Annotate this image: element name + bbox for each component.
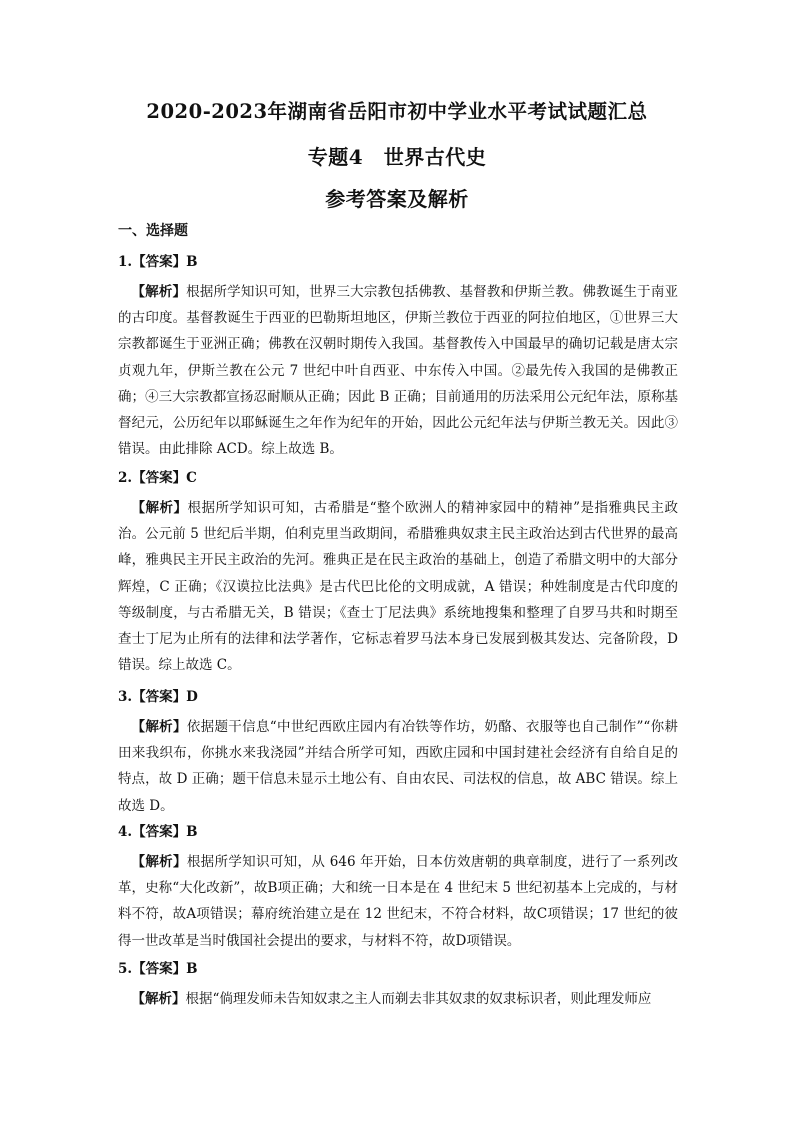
document-title: 2020-2023年湖南省岳阳市初中学业水平考试试题汇总 <box>146 100 648 123</box>
explanation-tag: 【解析】 <box>131 284 187 300</box>
answer-line: 2.【答案】C <box>118 470 197 486</box>
explanation-tag: 【解析】 <box>131 854 187 870</box>
explanation-tag: 【解析】 <box>131 500 188 516</box>
explanation-text: 根据所学知识可知，古希腊是“整个欧洲人的精神家园中的精神”是指雅典民主政治。公元前 5 世纪后半期，伯利克里当政期间，希腊雅典奴隶主民主政治达到古代世界的最高峰，雅典民主开民主政治的先河。雅典正是在民主政治的基础上，创造了希腊文明中的大部分辉煌，C 正确；《汉谟拉比法典》是古代巴比伦的文明成就，A 错误；种姓制度是古代印度的等级制度，与古希腊无关，B 错误；《查士丁尼法典》系统地搜集和整理了自罗马共和时期至查士丁尼为止所有的法律和法学著作，它标志着罗马法本身已发展到极其发达、完备阶段，D 错误。综上故选 C。 <box>118 500 679 674</box>
explanation-paragraph <box>118 849 678 954</box>
document-subtitle: 专题4 世界古代史 <box>307 145 487 169</box>
document-heading: 参考答案及解析 <box>325 187 469 211</box>
question-block <box>118 686 678 819</box>
section-heading: 一、选择题 <box>118 223 188 239</box>
question-block <box>118 251 678 462</box>
explanation-tag: 【解析】 <box>131 991 186 1007</box>
explanation-text: 根据“倘理发师未告知奴隶之主人而剃去非其奴隶的奴隶标识者，则此理发师应 <box>185 991 652 1007</box>
explanation-tag: 【解析】 <box>131 719 187 735</box>
explanation-paragraph <box>118 986 678 1012</box>
explanation-paragraph <box>118 279 678 462</box>
explanation-text: 依据题干信息“中世纪西欧庄园内有冶铁等作坊，奶酪、衣服等也自己制作”“你耕田来我织布，你挑水来我浇园”并结合所学可知，西欧庄园和中国封建社会经济有自给自足的特点，故 D 正确；题干信息未显示土地公有、自由农民、司法权的信息，故 ABC 错误。综上故选 D。 <box>118 719 678 814</box>
answer-line: 3.【答案】D <box>118 689 198 705</box>
question-block <box>118 467 678 678</box>
explanation-text: 根据所学知识可知，从 646 年开始，日本仿效唐朝的典章制度，进行了一系列改革，史称“大化改新”，故B项正确；大和统一日本是在 4 世纪末 5 世纪初基本上完成的，与材料不符，故A项错误；幕府统治建立是在 12 世纪末，不符合材料，故C项错误；17 世纪的彼得一世改革是当时俄国社会提出的要求，与材料不符，故D项错误。 <box>118 854 679 949</box>
answer-line: 4.【答案】B <box>118 824 198 840</box>
answer-line: 1.【答案】B <box>118 254 198 270</box>
explanation-paragraph <box>118 714 678 819</box>
explanation-paragraph <box>118 495 678 678</box>
answer-line: 5.【答案】B <box>118 961 198 977</box>
explanation-text: 根据所学知识可知，世界三大宗教包括佛教、基督教和伊斯兰教。佛教诞生于南亚的古印度。基督教诞生于西亚的巴勒斯坦地区，伊斯兰教位于西亚的阿拉伯地区，①世界三大宗教都诞生于亚洲正确；佛教在汉朝时期传入我国。基督教传入中国最早的确切记载是唐太宗贞观九年，伊斯兰教在公元 7 世纪中叶自西亚、中东传入中国。②最先传入我国的是佛教正确；④三大宗教都宣扬忍耐顺从正确；因此 B 正确；目前通用的历法采用公元纪年法，原称基督纪元，公历纪年以耶稣诞生之年作为纪年的开始，因此公元纪年法与伊斯兰教无关。因此③错误。由此排除 ACD。综上故选 B。 <box>118 284 679 458</box>
question-block <box>118 958 678 1012</box>
question-block <box>118 821 678 954</box>
